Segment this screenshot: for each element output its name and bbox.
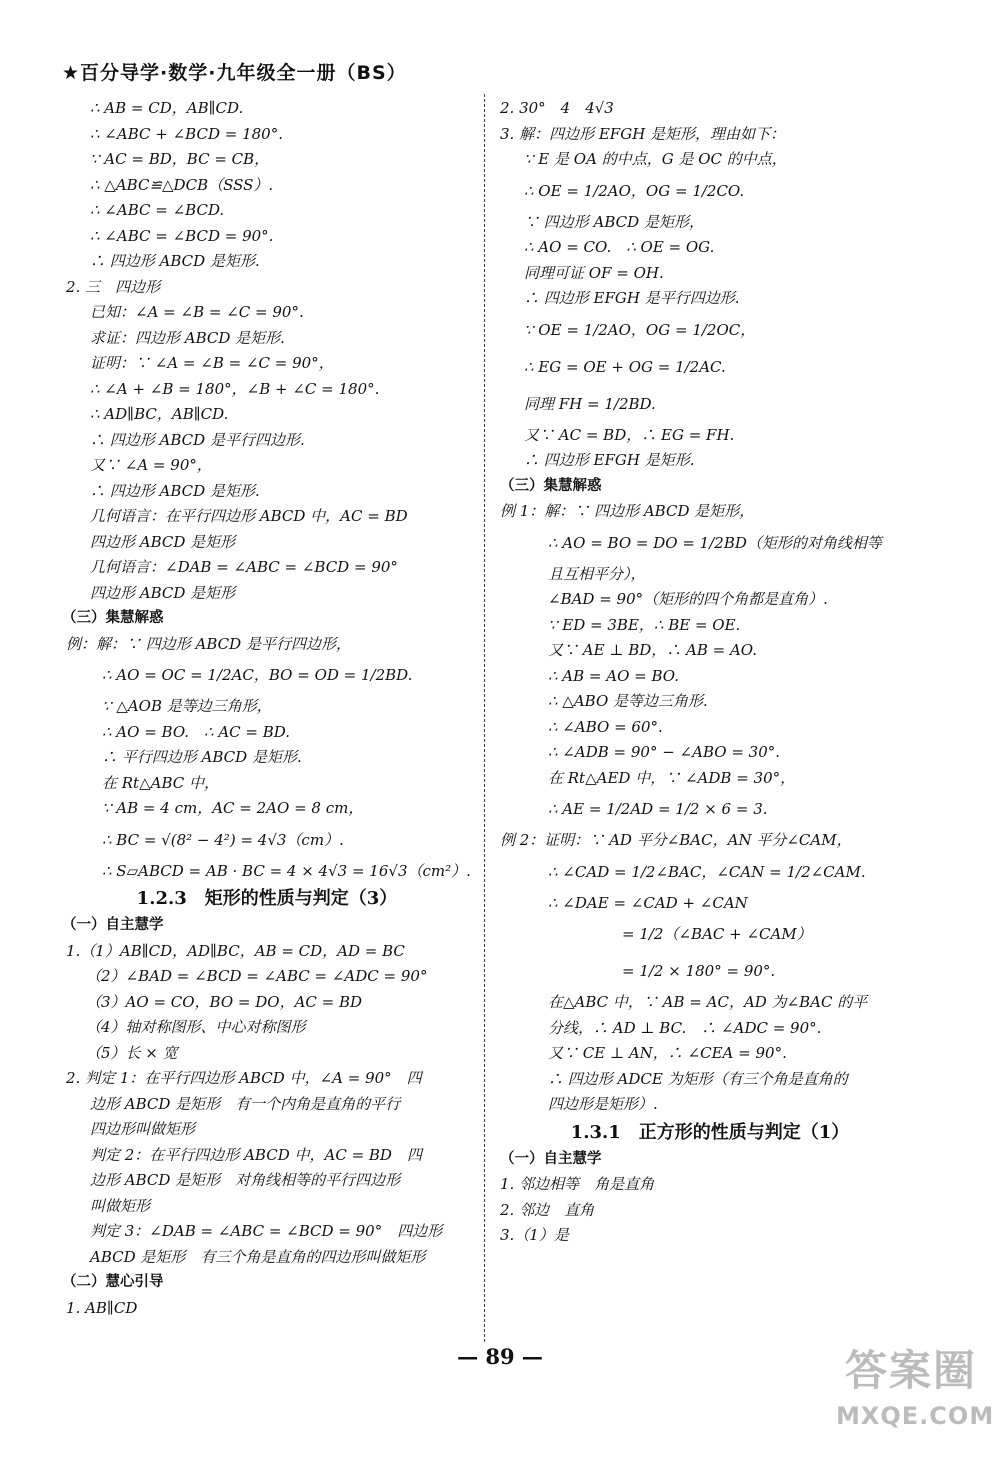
text-line: 边形 ABCD 是矩形 对角线相等的平行四边形 <box>90 1171 401 1189</box>
text-line: （4）轴对称图形、中心对称图形 <box>86 1018 306 1036</box>
text-line: 在△ABC 中，∵ AB = AC，AD 为∠BAC 的平 <box>548 993 868 1011</box>
watermark-logo-text: 答案圈 <box>844 1346 977 1395</box>
text-line: 又∵ CE ⊥ AN，∴ ∠CEA = 90°. <box>548 1044 787 1062</box>
text-line: ∴ ∠ADB = 90° − ∠ABO = 30°. <box>548 743 781 761</box>
text-line: ∴ ∠A + ∠B = 180°，∠B + ∠C = 180°. <box>90 379 380 398</box>
text-line: ∴ AO = BO = DO = 1/2BD（矩形的对角线相等 <box>548 533 882 552</box>
text-line: ∴ 四边形 EFGH 是矩形. <box>524 451 695 469</box>
text-line: 3.（1）是 <box>500 1226 569 1244</box>
page-number: — 89 — <box>457 1344 543 1369</box>
left-column <box>62 96 472 1321</box>
text-line: ∴ ∠ABO = 60°. <box>548 717 663 736</box>
text-line: 判定 2：在平行四边形 ABCD 中，AC = BD 四 <box>90 1145 422 1164</box>
text-line: ∴ △ABO 是等边三角形. <box>548 692 708 710</box>
text-line: 2. 30° 4 4√3 <box>500 99 614 117</box>
text-line: ∴ ∠CAD = 1/2∠BAC，∠CAN = 1/2∠CAM. <box>548 862 866 881</box>
section-heading: （三）集慧解惑 <box>500 477 602 494</box>
text-line: ∠BAD = 90°（矩形的四个角都是直角）. <box>548 590 828 608</box>
text-line: ∴ ∠ABC = ∠BCD. <box>90 201 225 219</box>
text-line: 叫做矩形 <box>90 1196 151 1215</box>
text-line: 又∵ AE ⊥ BD，∴ AB = AO. <box>548 641 757 659</box>
text-line: ∴ 四边形 ADCE 为矩形（有三个角是直角的 <box>548 1069 848 1088</box>
text-line: 已知：∠A = ∠B = ∠C = 90°. <box>90 303 304 321</box>
right-column <box>500 96 920 1249</box>
book-header-title: ★百分导学·数学·九年级全一册（BS） <box>62 62 407 84</box>
text-line: 证明：∵ ∠A = ∠B = ∠C = 90°， <box>90 354 334 372</box>
text-line: ∵ △AOB 是等边三角形， <box>102 697 272 715</box>
text-line: ∴ ∠ABC = ∠BCD = 90°. <box>90 226 274 245</box>
text-line: ∴ 平行四边形 ABCD 是矩形. <box>102 748 302 766</box>
watermark-logo <box>836 1341 995 1451</box>
text-line: 例 1：解：∵ 四边形 ABCD 是矩形， <box>500 502 755 520</box>
text-line: = 1/2（∠BAC + ∠CAM） <box>622 925 812 943</box>
text-line: ∴ △ABC≌△DCB（SSS）. <box>90 175 274 194</box>
text-line: 分线，∴ AD ⊥ BC. ∴ ∠ADC = 90°. <box>548 1018 822 1037</box>
text-line: ∵ ED = 3BE，∴ BE = OE. <box>548 615 741 634</box>
lesson-title: 1.3.1 正方形的性质与判定（1） <box>570 1121 850 1143</box>
text-line: 例 2：证明：∵ AD 平分∠BAC，AN 平分∠CAM， <box>500 831 852 849</box>
text-line: ∴ AO = CO. ∴ OE = OG. <box>524 238 715 256</box>
text-line: 同理可证 OF = OH. <box>524 263 664 282</box>
text-line: 例：解：∵ 四边形 ABCD 是平行四边形， <box>66 634 351 653</box>
text-line: 同理 FH = 1/2BD. <box>524 394 656 413</box>
text-line: ABCD 是矩形 有三个角是直角的四边形叫做矩形 <box>90 1247 426 1266</box>
text-line: 2. 三 四边形 <box>66 277 161 296</box>
text-line: ∵ OE = 1/2AO，OG = 1/2OC， <box>524 320 756 339</box>
text-line: ∴ ∠DAE = ∠CAD + ∠CAN <box>548 893 748 912</box>
text-line: 边形 ABCD 是矩形 有一个内角是直角的平行 <box>90 1094 401 1113</box>
text-line: 且互相平分）， <box>548 564 646 583</box>
text-line: 1.（1）AB∥CD，AD∥BC，AB = CD，AD = BC <box>66 941 405 960</box>
text-line: ∴ 四边形 ABCD 是平行四边形. <box>90 430 305 449</box>
text-line: ∴ AE = 1/2AD = 1/2 × 6 = 3. <box>548 800 768 818</box>
text-line: 1. AB∥CD <box>66 1298 138 1317</box>
section-heading: （二）慧心引导 <box>62 1274 164 1290</box>
text-line: 四边形 ABCD 是矩形 <box>90 583 236 602</box>
text-line: （3）AO = CO，BO = DO，AC = BD <box>86 992 363 1011</box>
watermark-url: MXQE.COM <box>836 1402 995 1430</box>
text-line: ∴ ∠ABC + ∠BCD = 180°. <box>90 124 283 143</box>
text-line: ∵ 四边形 ABCD 是矩形， <box>524 212 704 231</box>
text-line: ∴ 四边形 ABCD 是矩形. <box>90 481 260 500</box>
text-line: ∴ OE = 1/2AO，OG = 1/2CO. <box>524 181 745 200</box>
text-line: （2）∠BAD = ∠BCD = ∠ABC = ∠ADC = 90° <box>86 967 428 985</box>
text-line: 判定 3：∠DAB = ∠ABC = ∠BCD = 90° 四边形 <box>90 1222 443 1240</box>
text-line: 求证：四边形 ABCD 是矩形. <box>90 328 285 347</box>
text-line: 四边形 ABCD 是矩形 <box>90 532 236 551</box>
text-line: ∴ AB = CD，AB∥CD. <box>90 99 244 117</box>
text-line: ∴ 四边形 ABCD 是矩形. <box>90 252 260 270</box>
text-line: ∴ BC = √(8² − 4²) = 4√3（cm）. <box>102 830 344 849</box>
text-line: 四边形叫做矩形 <box>90 1120 196 1138</box>
text-line: 几何语言：在平行四边形 ABCD 中，AC = BD <box>90 507 408 525</box>
text-line: ∵ E 是 OA 的中点，G 是 OC 的中点， <box>524 150 787 168</box>
text-line: 2. 邻边 直角 <box>500 1200 595 1219</box>
text-line: （5）长 × 宽 <box>86 1043 178 1062</box>
text-line: ∴ AB = AO = BO. <box>548 666 679 685</box>
column-divider <box>484 94 485 1342</box>
text-line: 四边形是矩形）. <box>548 1095 658 1113</box>
text-line: ∴ AO = BO. ∴ AC = BD. <box>102 722 291 741</box>
lesson-title: 1.2.3 矩形的性质与判定（3） <box>136 888 398 909</box>
text-line: 1. 邻边相等 角是直角 <box>500 1175 655 1193</box>
text-line: ∴ 四边形 EFGH 是平行四边形. <box>524 289 740 307</box>
text-line: ∵ AB = 4 cm，AC = 2AO = 8 cm， <box>102 799 364 817</box>
section-heading: （一）自主慧学 <box>62 917 164 933</box>
text-line: 又∵ AC = BD，∴ EG = FH. <box>524 425 735 444</box>
section-heading: （一）自主慧学 <box>500 1150 602 1167</box>
text-line: 几何语言：∠DAB = ∠ABC = ∠BCD = 90° <box>90 558 398 576</box>
text-line: = 1/2 × 180° = 90°. <box>622 962 776 980</box>
text-line: 3. 解：四边形 EFGH 是矩形，理由如下： <box>500 124 786 143</box>
text-line: ∵ AC = BD，BC = CB， <box>90 150 270 168</box>
text-line: 在 Rt△AED 中，∵ ∠ADB = 30°， <box>548 768 796 787</box>
text-line: 在 Rt△ABC 中， <box>102 773 220 792</box>
text-line: ∴ AD∥BC，AB∥CD. <box>90 405 229 423</box>
text-line: ∴ EG = OE + OG = 1/2AC. <box>524 357 726 376</box>
text-line: 2. 判定 1：在平行四边形 ABCD 中，∠A = 90° 四 <box>66 1069 422 1087</box>
text-line: 又∵ ∠A = 90°， <box>90 456 212 474</box>
text-line: ∴ AO = OC = 1/2AC，BO = OD = 1/2BD. <box>102 666 413 684</box>
section-heading: （三）集慧解惑 <box>62 610 164 626</box>
text-line: ∴ S▱ABCD = AB · BC = 4 × 4√3 = 16√3（cm²）. <box>102 861 471 880</box>
